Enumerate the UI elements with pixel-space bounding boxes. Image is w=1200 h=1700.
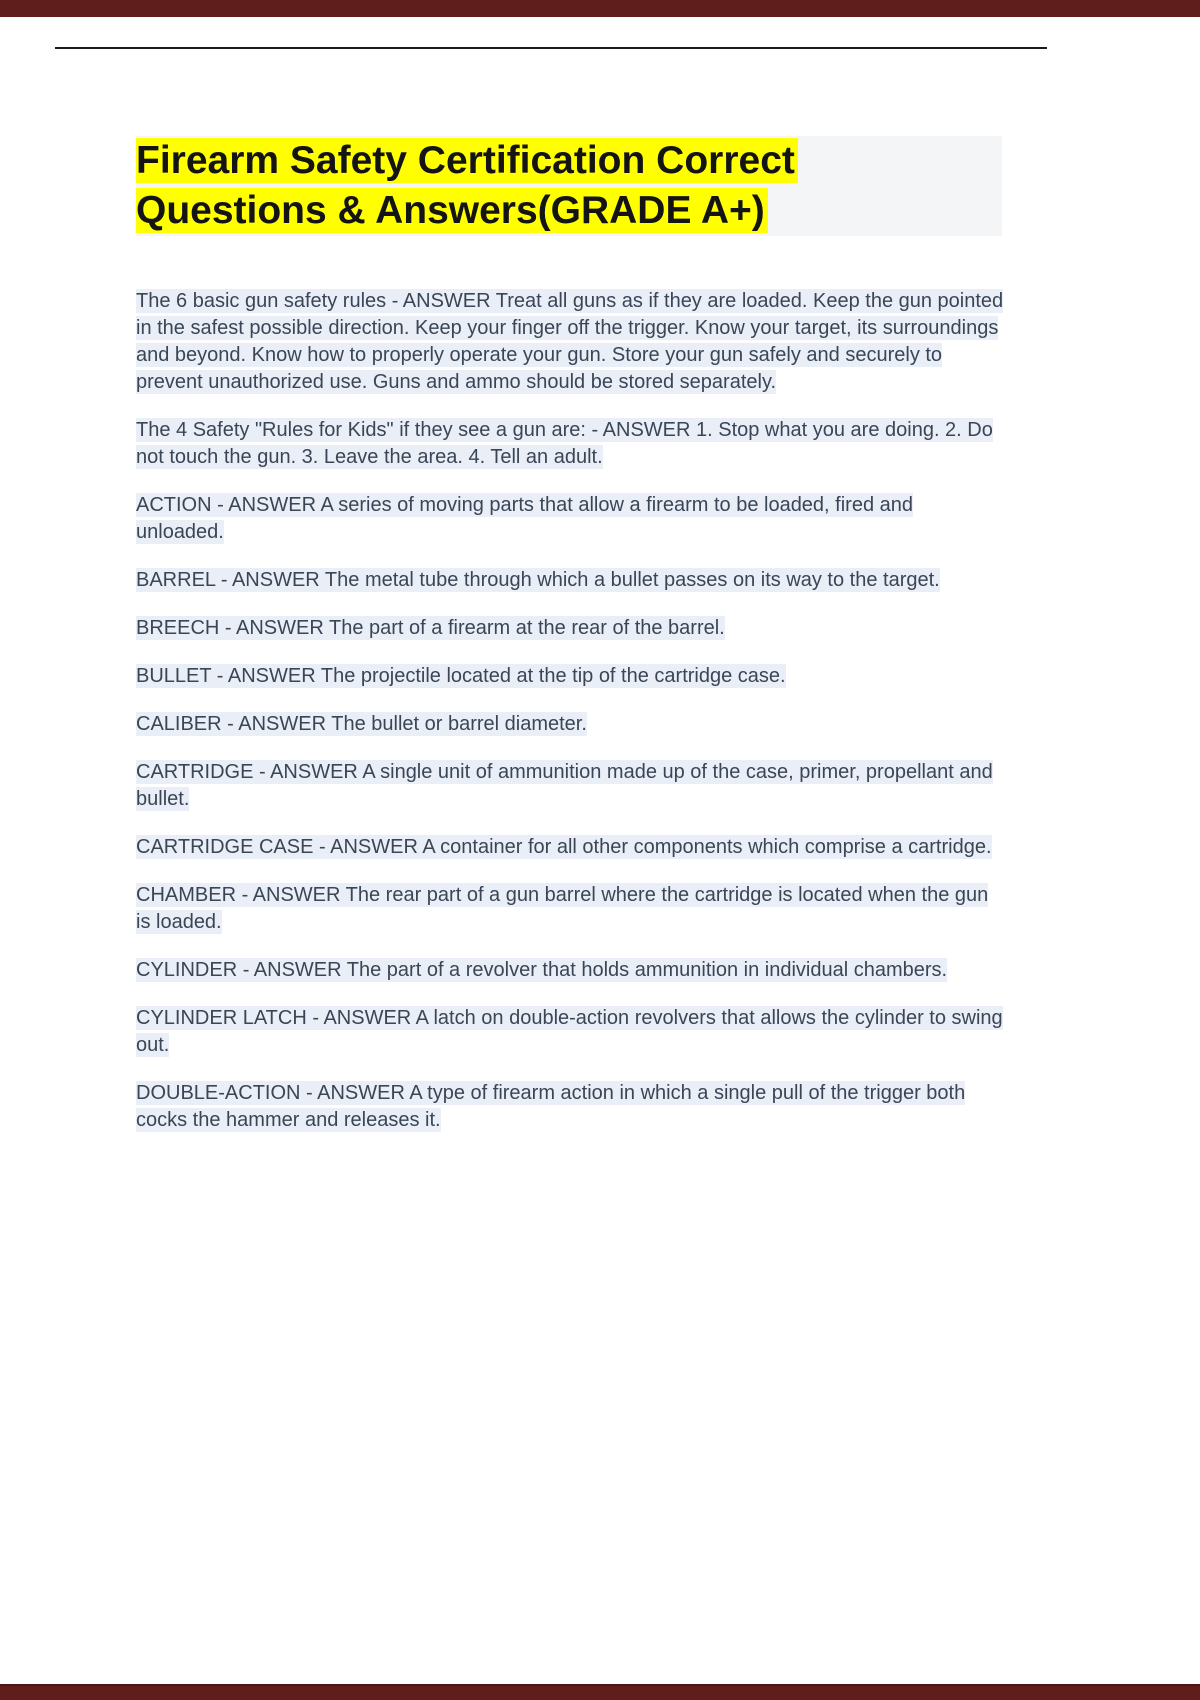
qa-text: CARTRIDGE CASE - ANSWER A container for all other components which comprise a cartridge. xyxy=(136,836,992,858)
qa-text: CYLINDER - ANSWER The part of a revolver that holds ammunition in individual chambers. xyxy=(136,959,948,981)
document-title xyxy=(136,136,1002,236)
top-border-bar xyxy=(0,0,1200,17)
qa-paragraph xyxy=(136,417,1004,471)
qa-text: ACTION - ANSWER A series of moving parts that allow a firearm to be loaded, fired and unloaded. xyxy=(136,494,914,543)
qa-text: The 4 Safety "Rules for Kids" if they see a gun are: - ANSWER 1. Stop what you are doing. 2. Do not touch the gun. 3. Leave the area. 4. Tell an adult. xyxy=(136,419,993,468)
qa-paragraph xyxy=(136,567,1004,594)
qa-paragraph xyxy=(136,492,1004,546)
qa-text: CALIBER - ANSWER The bullet or barrel diameter. xyxy=(136,713,587,735)
qa-text: CYLINDER LATCH - ANSWER A latch on double-action revolvers that allows the cylinder to swing out. xyxy=(136,1007,1003,1056)
qa-paragraph xyxy=(136,834,1004,861)
qa-text: The 6 basic gun safety rules - ANSWER Treat all guns as if they are loaded. Keep the gun pointed in the safest possible direction. Keep your finger off the trigger. Know your target, its surroundings and beyond. Know how to properly operate your gun. Store your gun safely and securely to prevent unauthorized use. Guns and ammo should be stored separately. xyxy=(136,290,1004,393)
qa-paragraph xyxy=(136,711,1004,738)
qa-paragraph xyxy=(136,1080,1004,1134)
bottom-border-bar xyxy=(0,1684,1200,1700)
qa-paragraph xyxy=(136,663,1004,690)
title-line-1: Firearm Safety Certification Correct xyxy=(136,138,798,183)
qa-text: BULLET - ANSWER The projectile located at the tip of the cartridge case. xyxy=(136,665,786,687)
qa-paragraph xyxy=(136,615,1004,642)
qa-paragraph xyxy=(136,288,1004,396)
document-body xyxy=(136,288,1004,1155)
title-line-2: Questions & Answers(GRADE A+) xyxy=(136,188,768,233)
qa-text: DOUBLE-ACTION - ANSWER A type of firearm action in which a single pull of the trigger both cocks the hammer and releases it. xyxy=(136,1082,966,1131)
qa-paragraph xyxy=(136,759,1004,813)
header-rule-line xyxy=(55,47,1047,49)
qa-paragraph xyxy=(136,882,1004,936)
qa-text: CARTRIDGE - ANSWER A single unit of ammunition made up of the case, primer, propellant and bullet. xyxy=(136,761,993,810)
qa-paragraph xyxy=(136,1005,1004,1059)
qa-text: BREECH - ANSWER The part of a firearm at the rear of the barrel. xyxy=(136,617,725,639)
qa-text: BARREL - ANSWER The metal tube through which a bullet passes on its way to the target. xyxy=(136,569,940,591)
qa-text: CHAMBER - ANSWER The rear part of a gun barrel where the cartridge is located when the gun is loaded. xyxy=(136,884,989,933)
qa-paragraph xyxy=(136,957,1004,984)
